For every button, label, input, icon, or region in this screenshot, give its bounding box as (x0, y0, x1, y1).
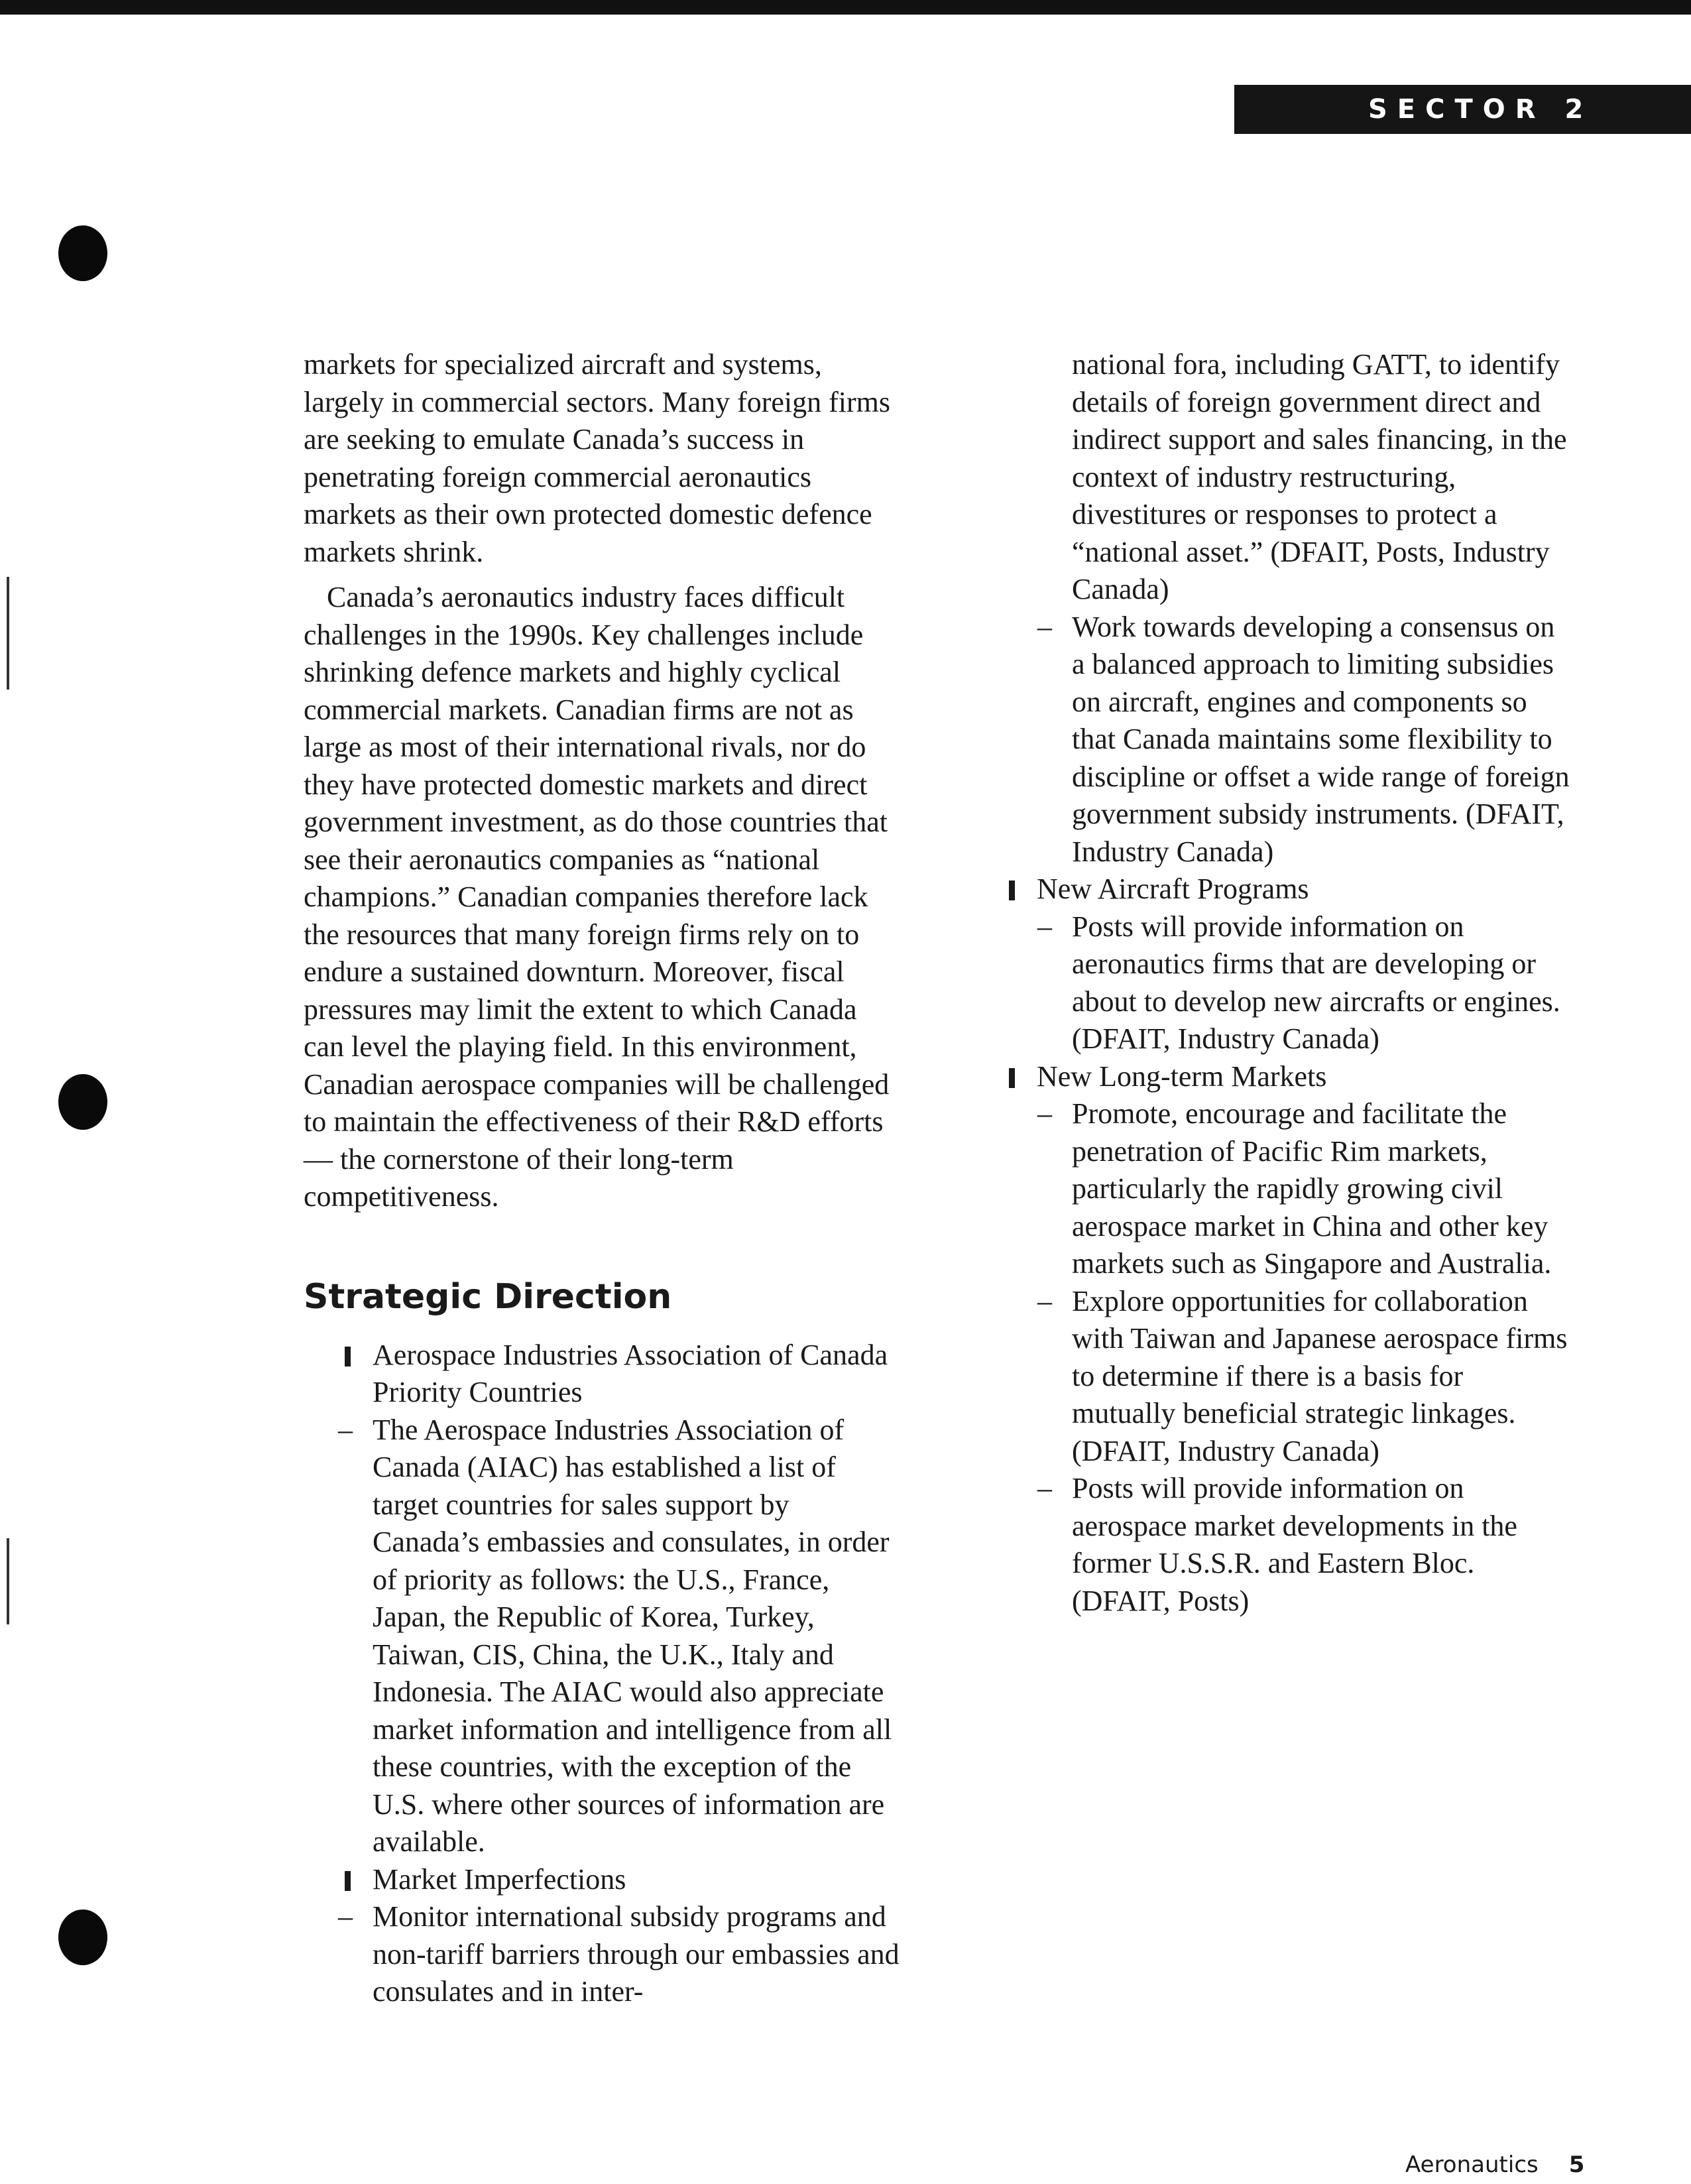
punch-hole-bottom (58, 1910, 107, 1965)
bullet-market-imperfections: Market Imperfections (338, 1861, 900, 1899)
right-column (1002, 346, 1572, 1620)
bullet-new-aircraft: New Aircraft Programs (1002, 871, 1572, 908)
footer-section-title: Aeronautics (1405, 2152, 1539, 2178)
list-item (338, 1337, 900, 2011)
page-number: 5 (1568, 2152, 1585, 2178)
dash-pacific-rim: – Promote, encourage and facilitate the penetration of Pacific Rim markets, particularly the rapidly growing civil aerospace market in China and other key markets such as Singapore and Australia. (1037, 1095, 1572, 1283)
paragraph-markets: markets for specialized aircraft and systems, largely in commercial sectors. Many foreign firms are seeking to emulate Canada’s success in penetrating foreign commercial aeronautics markets as their own protected domestic defence markets shrink. (304, 348, 891, 568)
dash-monitor-subsidies-continued: national fora, including GATT, to identify details of foreign government direct and indirect support and sales financing, in the context of industry restructuring, divestitures or responses to protect a “national asset.” (DFAIT, Posts, Industry Canada) (1072, 348, 1567, 605)
dash-consensus: – Work towards developing a consensus on a balanced approach to limiting subsidies on aircraft, engines and components so that Canada maintains some flexibility to discipline or offset a wide range of foreign government subsidy instruments. (DFAIT, Industry Canada) (1037, 609, 1572, 871)
top-rule (0, 0, 1691, 15)
dash-new-aircraft-info: – Posts will provide information on aeronautics firms that are developing or about to develop new aircrafts or engines. (DFAIT, Industry Canada) (1037, 908, 1572, 1058)
binding-mark-lower (7, 1538, 9, 1624)
dash-taiwan-japan: – Explore opportunities for collaboration with Taiwan and Japanese aerospace firms to determine if there is a basis for mutually beneficial strategic linkages. (DFAIT, Industry Canada) (1037, 1283, 1572, 1471)
dash-ussr-info: – Posts will provide information on aerospace market developments in the former U.S.S.R. and Eastern Bloc. (DFAIT, Posts) (1037, 1470, 1572, 1620)
paragraph-challenges: Canada’s aeronautics industry faces difficult challenges in the 1990s. Key challenges include shrinking defence markets and highly cyclical commercial markets. Canadian firms are not as large as most of their international rivals, nor do they have protected domestic markets and direct government investment, as do those countries that see their aeronautics companies as “national champions.” Canadian companies therefore lack the resources that many foreign firms rely on to endure a sustained downturn. Moreover, fiscal pressures may limit the extent to which Canada can level the playing field. In this environment, Canadian aerospace companies will be challenged to maintain the effectiveness of their R&D efforts — the cornerstone of their long-term competitiveness. (304, 581, 890, 1213)
page-footer (1405, 2148, 1617, 2181)
punch-hole-top (58, 225, 107, 281)
punch-hole-middle (58, 1074, 107, 1130)
dash-aiac-list: – The Aerospace Industries Association of Canada (AIAC) has established a list of target countries for sales support by Canada’s embassies and consulates, in order of priority as follows: the U.S., France, Japan, the Republic of Korea, Turkey, Taiwan, CIS, China, the U.K., Italy and Indonesia. The AIAC would also appreciate market information and intelligence from all these countries, with the exception of the U.S. where other sources of information are available. (338, 1412, 900, 1861)
binding-mark-upper (7, 577, 9, 690)
section-heading: Strategic Direction (304, 1276, 672, 1317)
bullet-aiac-priority: Aerospace Industries Association of Canada Priority Countries (338, 1337, 900, 1412)
dash-monitor-subsidies: – Monitor international subsidy programs and non-tariff barriers through our embassies and consulates and in inter- (338, 1898, 900, 2011)
bullet-long-term-markets: New Long-term Markets (1002, 1058, 1572, 1096)
left-column (304, 346, 900, 2011)
sector-label: SECTOR 2 (1234, 85, 1691, 134)
